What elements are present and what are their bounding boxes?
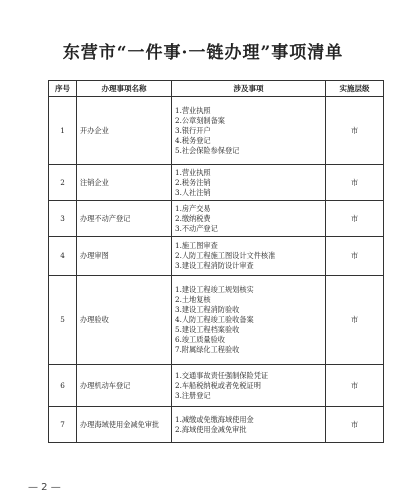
table-row: [49, 201, 384, 237]
item-line: 3.银行开户: [175, 125, 211, 135]
item-line: 3.不动产登记: [175, 223, 218, 233]
row-name: 办理海域使用金减免审批: [77, 407, 172, 443]
header-items: 涉及事项: [172, 81, 326, 97]
table-row: [49, 237, 384, 276]
item-line: 2.人防工程施工图设计文件核准: [175, 251, 276, 260]
header-name: 办理事项名称: [77, 81, 172, 97]
item-line: 1.减缴或免缴海域使用金: [175, 414, 254, 424]
item-line: 4.税务登记: [175, 135, 211, 145]
item-line: 3.注册登记: [175, 390, 211, 400]
header-num: 序号: [49, 81, 77, 97]
row-level: 市: [326, 97, 384, 165]
row-name: 开办企业: [77, 97, 172, 165]
item-line: 2.缴纳税费: [175, 213, 211, 223]
item-line: 2.车船税纳税或者免税证明: [175, 380, 261, 390]
item-line: 5.社会保险参保登记: [175, 145, 240, 155]
row-name: 注销企业: [77, 165, 172, 201]
item-line: 2.公章刻制备案: [175, 115, 225, 125]
item-line: 1.交通事故责任强制保险凭证: [175, 370, 269, 380]
row-level: 市: [326, 237, 384, 276]
item-line: 1.建设工程竣工规划核实: [175, 285, 254, 294]
row-number: 5: [49, 276, 77, 365]
page-number: — 2 —: [28, 482, 61, 493]
row-level: 市: [326, 201, 384, 237]
row-number: 6: [49, 365, 77, 407]
header-level: 实施层级: [326, 81, 384, 97]
document-title: 东营市“一件事·一链办理”事项清单: [62, 43, 344, 63]
row-name: 办理验收: [77, 276, 172, 365]
row-number: 3: [49, 201, 77, 237]
row-items: [172, 407, 326, 443]
item-line: 3.人社注销: [175, 187, 211, 197]
row-name: 办理机动车登记: [77, 365, 172, 407]
item-line: 4.人防工程竣工验收备案: [175, 315, 254, 324]
item-line: 1.施工图审查: [175, 241, 218, 250]
row-items: [172, 365, 326, 407]
table-row: [49, 97, 384, 165]
row-items: [172, 237, 326, 276]
item-line: 6.竣工质量验收: [175, 335, 225, 344]
item-line: 3.建设工程消防验收: [175, 305, 240, 314]
row-level: 市: [326, 276, 384, 365]
row-items: [172, 201, 326, 237]
row-level: 市: [326, 365, 384, 407]
item-line: 1.营业执照: [175, 105, 211, 115]
item-line: 2.海域使用金减免审批: [175, 424, 247, 434]
table-row: [49, 407, 384, 443]
row-level: 市: [326, 407, 384, 443]
row-items: [172, 97, 326, 165]
row-items: [172, 276, 326, 365]
item-line: 1.房产交易: [175, 203, 211, 213]
row-name: 办理审图: [77, 237, 172, 276]
item-line: 2.土地复核: [175, 295, 211, 304]
row-number: 1: [49, 97, 77, 165]
row-number: 4: [49, 237, 77, 276]
item-line: 2.税务注销: [175, 177, 211, 187]
row-number: 7: [49, 407, 77, 443]
items-table: [48, 80, 384, 443]
row-items: [172, 165, 326, 201]
row-number: 2: [49, 165, 77, 201]
item-line: 7.附属绿化工程验收: [175, 345, 240, 354]
table-row: [49, 365, 384, 407]
row-level: 市: [326, 165, 384, 201]
item-line: 3.建设工程消防设计审查: [175, 261, 254, 270]
table-row: [49, 165, 384, 201]
table-header-row: [49, 81, 384, 97]
row-name: 办理不动产登记: [77, 201, 172, 237]
item-line: 1.营业执照: [175, 167, 211, 177]
item-line: 5.建设工程档案验收: [175, 325, 240, 334]
table-row: [49, 276, 384, 365]
